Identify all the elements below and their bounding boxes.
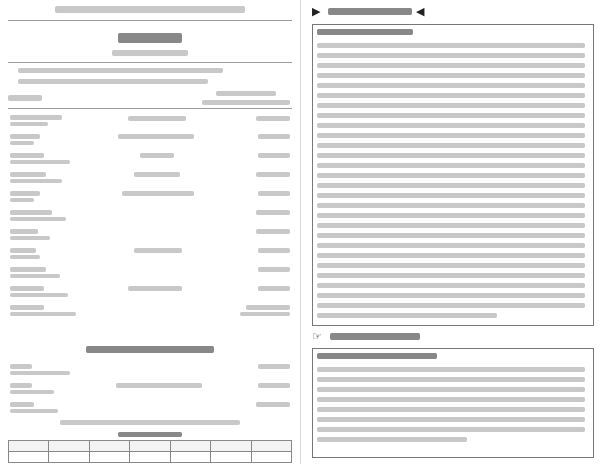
service-subtitle-placeholder bbox=[112, 50, 188, 56]
body-line bbox=[317, 263, 585, 268]
row-bar bbox=[10, 293, 68, 297]
title-rule bbox=[8, 62, 292, 63]
row-bar bbox=[128, 116, 186, 121]
calendar-cell bbox=[49, 452, 89, 463]
body-line bbox=[317, 293, 585, 298]
row-bar bbox=[258, 364, 290, 369]
pointing-hand-icon: ☞ bbox=[312, 330, 322, 343]
header-rule bbox=[8, 20, 292, 21]
triangle-marker-icon: ▶ bbox=[312, 5, 321, 18]
row-bar bbox=[256, 402, 290, 407]
body-line bbox=[317, 83, 585, 88]
row-bar bbox=[118, 134, 194, 139]
body-line bbox=[317, 73, 585, 78]
row-bar bbox=[128, 286, 182, 291]
row-bar bbox=[258, 153, 290, 158]
body-line bbox=[317, 193, 585, 198]
body-line bbox=[317, 153, 585, 158]
row-bar bbox=[10, 364, 32, 369]
answer-line bbox=[317, 397, 585, 402]
body-line bbox=[317, 63, 585, 68]
row-bar bbox=[10, 229, 38, 234]
service-preacher-placeholder-1 bbox=[216, 91, 276, 96]
body-line bbox=[317, 93, 585, 98]
row-bar bbox=[258, 248, 290, 253]
answer-line bbox=[317, 417, 585, 422]
row-bar bbox=[140, 153, 174, 158]
row-bar bbox=[122, 191, 194, 196]
answer-line bbox=[317, 427, 585, 432]
body-line bbox=[317, 163, 585, 168]
time-rule bbox=[8, 108, 292, 109]
body-line bbox=[317, 143, 585, 148]
row-bar bbox=[10, 153, 44, 158]
meditation-column bbox=[300, 0, 600, 464]
row-bar bbox=[10, 371, 70, 375]
row-bar bbox=[10, 274, 60, 278]
order-content bbox=[100, 265, 210, 281]
calendar-header-cell bbox=[89, 441, 129, 452]
row-bar bbox=[258, 134, 290, 139]
body-line bbox=[317, 273, 585, 278]
row-bar bbox=[116, 383, 202, 388]
order-content bbox=[100, 208, 210, 224]
row-bar bbox=[256, 210, 290, 215]
row-bar bbox=[10, 179, 62, 183]
row-bar bbox=[246, 305, 290, 310]
body-line bbox=[317, 113, 585, 118]
body-line bbox=[317, 203, 585, 208]
calendar-header-cell bbox=[211, 441, 251, 452]
calendar-cell bbox=[89, 452, 129, 463]
sermon-title-placeholder bbox=[86, 346, 214, 353]
calendar-header-row bbox=[9, 441, 292, 452]
calendar-header-cell bbox=[9, 441, 49, 452]
section2-title-placeholder bbox=[330, 333, 420, 340]
body-line bbox=[317, 173, 585, 178]
body-line bbox=[317, 303, 585, 308]
body-line bbox=[317, 253, 585, 258]
closing-content bbox=[100, 400, 210, 416]
order-content bbox=[100, 227, 210, 243]
service-note-1-placeholder bbox=[18, 68, 223, 73]
calendar-cell bbox=[211, 452, 251, 463]
closing-content bbox=[100, 362, 210, 378]
order-content bbox=[100, 303, 210, 319]
bible-reading-title-placeholder bbox=[118, 432, 182, 437]
answer-line bbox=[317, 367, 585, 372]
body-line bbox=[317, 223, 585, 228]
next-week-placeholder bbox=[60, 420, 240, 425]
body-line bbox=[317, 233, 585, 238]
row-bar bbox=[10, 198, 34, 202]
row-bar bbox=[258, 191, 290, 196]
header-quote-placeholder bbox=[55, 6, 245, 13]
calendar-header-cell bbox=[170, 441, 210, 452]
row-bar bbox=[240, 312, 290, 316]
answer-line bbox=[317, 407, 585, 412]
row-bar bbox=[10, 115, 62, 120]
calendar-header-cell bbox=[130, 441, 170, 452]
row-bar bbox=[134, 172, 180, 177]
row-bar bbox=[256, 229, 290, 234]
service-preacher-placeholder-2 bbox=[202, 100, 290, 105]
body-line bbox=[317, 43, 585, 48]
catechism-box bbox=[312, 348, 594, 458]
row-bar bbox=[10, 160, 70, 164]
calendar-header-cell bbox=[49, 441, 89, 452]
calendar-cell bbox=[170, 452, 210, 463]
row-bar bbox=[10, 191, 40, 196]
row-bar bbox=[10, 172, 46, 177]
row-bar bbox=[258, 383, 290, 388]
row-bar bbox=[10, 390, 54, 394]
calendar-cell bbox=[251, 452, 291, 463]
row-bar bbox=[256, 116, 290, 121]
service-title-placeholder bbox=[118, 33, 182, 43]
answer-line bbox=[317, 387, 585, 392]
row-bar bbox=[10, 210, 52, 215]
body-line bbox=[317, 213, 585, 218]
section1-title-placeholder bbox=[328, 8, 412, 15]
row-bar bbox=[10, 267, 46, 272]
service-note-2-placeholder bbox=[18, 79, 208, 84]
row-bar bbox=[10, 141, 34, 145]
row-bar bbox=[134, 248, 182, 253]
body-line bbox=[317, 283, 585, 288]
body-line bbox=[317, 123, 585, 128]
body-line bbox=[317, 313, 497, 318]
row-bar bbox=[10, 236, 50, 240]
catechism-question-placeholder bbox=[317, 353, 437, 359]
answer-line bbox=[317, 437, 467, 442]
row-bar bbox=[10, 255, 40, 259]
body-line bbox=[317, 243, 585, 248]
order-item bbox=[8, 322, 98, 338]
triangle-end-icon: ◀ bbox=[416, 5, 425, 18]
row-bar bbox=[10, 312, 76, 316]
row-bar bbox=[256, 172, 290, 177]
body-line bbox=[317, 53, 585, 58]
order-leader bbox=[214, 322, 294, 338]
order-content bbox=[100, 322, 210, 338]
row-bar bbox=[10, 305, 44, 310]
row-bar bbox=[10, 217, 66, 221]
row-bar bbox=[258, 267, 290, 272]
row-bar bbox=[10, 402, 34, 407]
body-line bbox=[317, 183, 585, 188]
service-time-placeholder bbox=[8, 95, 42, 101]
row-bar bbox=[10, 409, 58, 413]
row-bar bbox=[10, 286, 44, 291]
calendar-header-cell bbox=[251, 441, 291, 452]
body-line bbox=[317, 133, 585, 138]
calendar-cell bbox=[130, 452, 170, 463]
row-bar bbox=[10, 134, 40, 139]
row-bar bbox=[10, 122, 48, 126]
meditation-box bbox=[312, 24, 594, 326]
meditation-title-placeholder bbox=[317, 29, 413, 35]
calendar-body-row bbox=[9, 452, 292, 463]
bible-reading-table bbox=[8, 440, 292, 463]
row-bar bbox=[10, 383, 32, 388]
row-bar bbox=[10, 248, 36, 253]
answer-line bbox=[317, 377, 585, 382]
row-bar bbox=[258, 286, 290, 291]
body-line bbox=[317, 103, 585, 108]
calendar-cell bbox=[9, 452, 49, 463]
